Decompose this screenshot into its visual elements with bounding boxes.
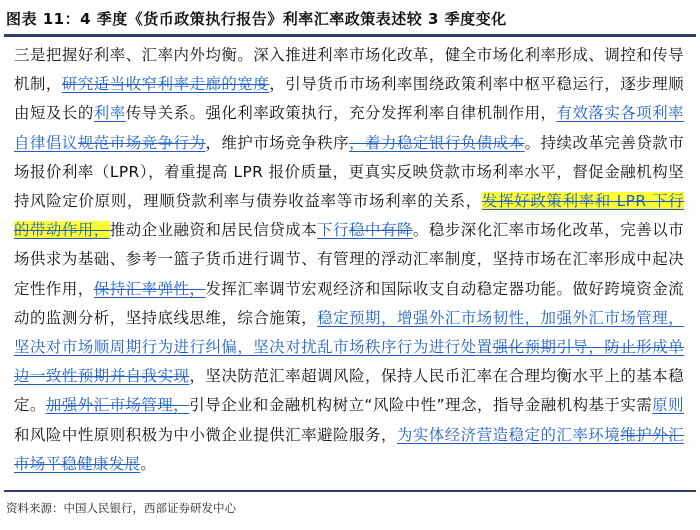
added-text-segment: 原则: [652, 396, 684, 415]
added-text-segment: 利率: [93, 104, 126, 123]
text-segment: 三是把握好利率、汇率内外均衡。深入推进利率市场化改革，健全市场化利率形成、调控和传导机制，: [14, 46, 684, 94]
policy-text-paragraph: [14, 41, 684, 479]
text-segment: 。稳步深化汇率市场化改革，完善以市场供求为基础、参考一篮子货币进行调节、有管理的浮动汇率制度，坚持市场在汇率形成中起决定性作用，: [14, 221, 684, 298]
deleted-text-segment: 规范市场竞争行为: [77, 133, 206, 152]
text-segment: 传导关系。强化利率政策执行，充分发挥利率自律机制作用，: [125, 104, 557, 123]
content-frame: [4, 34, 696, 492]
deleted-text-segment: 稳中有降: [349, 221, 413, 240]
deleted-text-segment: 研究适当收窄利率走廊的宽度: [61, 75, 270, 94]
added-text-segment: 稳定预期，增强外汇市场韧性，加强外汇市场管理，坚决对市场顺周期行为进行纠偏，坚决对扰乱市场秩序行为进行处置: [14, 308, 684, 357]
text-segment: ，坚决防范汇率超调风险，保持人民币汇率在合理均衡水平上的基本稳定。: [14, 367, 685, 415]
deleted-text-segment: 加强外汇市场管理，: [45, 396, 190, 415]
text-segment: 推动企业融资和居民信贷成本: [109, 221, 318, 240]
text-segment: 和风险中性原则积极为中小微企业提供汇率避险服务，: [14, 425, 397, 444]
figure-title: 图表 11：4 季度《货币政策执行报告》利率汇率政策表述较 3 季度变化: [6, 10, 507, 28]
source-note: 资料来源：中国人民银行，西部证券研发中心: [6, 501, 236, 515]
deleted-text-segment: 保持汇率弹性，: [93, 279, 206, 298]
highlighted-deleted-text-segment: 发挥好政策利率和 LPR 下行的带动作用，: [14, 192, 684, 240]
text-segment: 发挥汇率调节宏观经济和国际收支自动稳定器功能。做好跨境资金流动的监测分析，坚持底线思维，综合施策，: [14, 279, 684, 327]
text-segment: ，引导货币市场利率围绕政策利率中枢平稳运行，逐步理顺由短及长的: [14, 75, 685, 123]
text-segment: 引导企业和金融机构树立“风险中性”理念，指导金融机构基于实需: [189, 396, 653, 415]
deleted-text-segment: 维护外汇市场平稳健康发展: [14, 425, 684, 473]
added-text-segment: 有效落实各项利率自律倡议: [14, 104, 684, 152]
added-text-segment: 为实体经济营造稳定的汇率环境: [396, 425, 621, 444]
text-segment: ，维护市场竞争秩序: [205, 133, 350, 152]
text-segment: 。持续改革完善贷款市场报价利率（LPR），着重提高 LPR 报价质量，更真实反映贷款市场利率水平，督促金融机构坚持风险定价原则，理顺贷款利率与债券收益率等市场利率的关系，: [14, 133, 684, 211]
text-segment: 。: [140, 454, 157, 473]
added-text-segment: 下行: [317, 221, 350, 240]
deleted-text-segment: 强化预期引导，防止形成单边一致性预期并自我实现: [14, 338, 684, 386]
deleted-text-segment: ，着力稳定银行负债成本: [349, 133, 525, 152]
